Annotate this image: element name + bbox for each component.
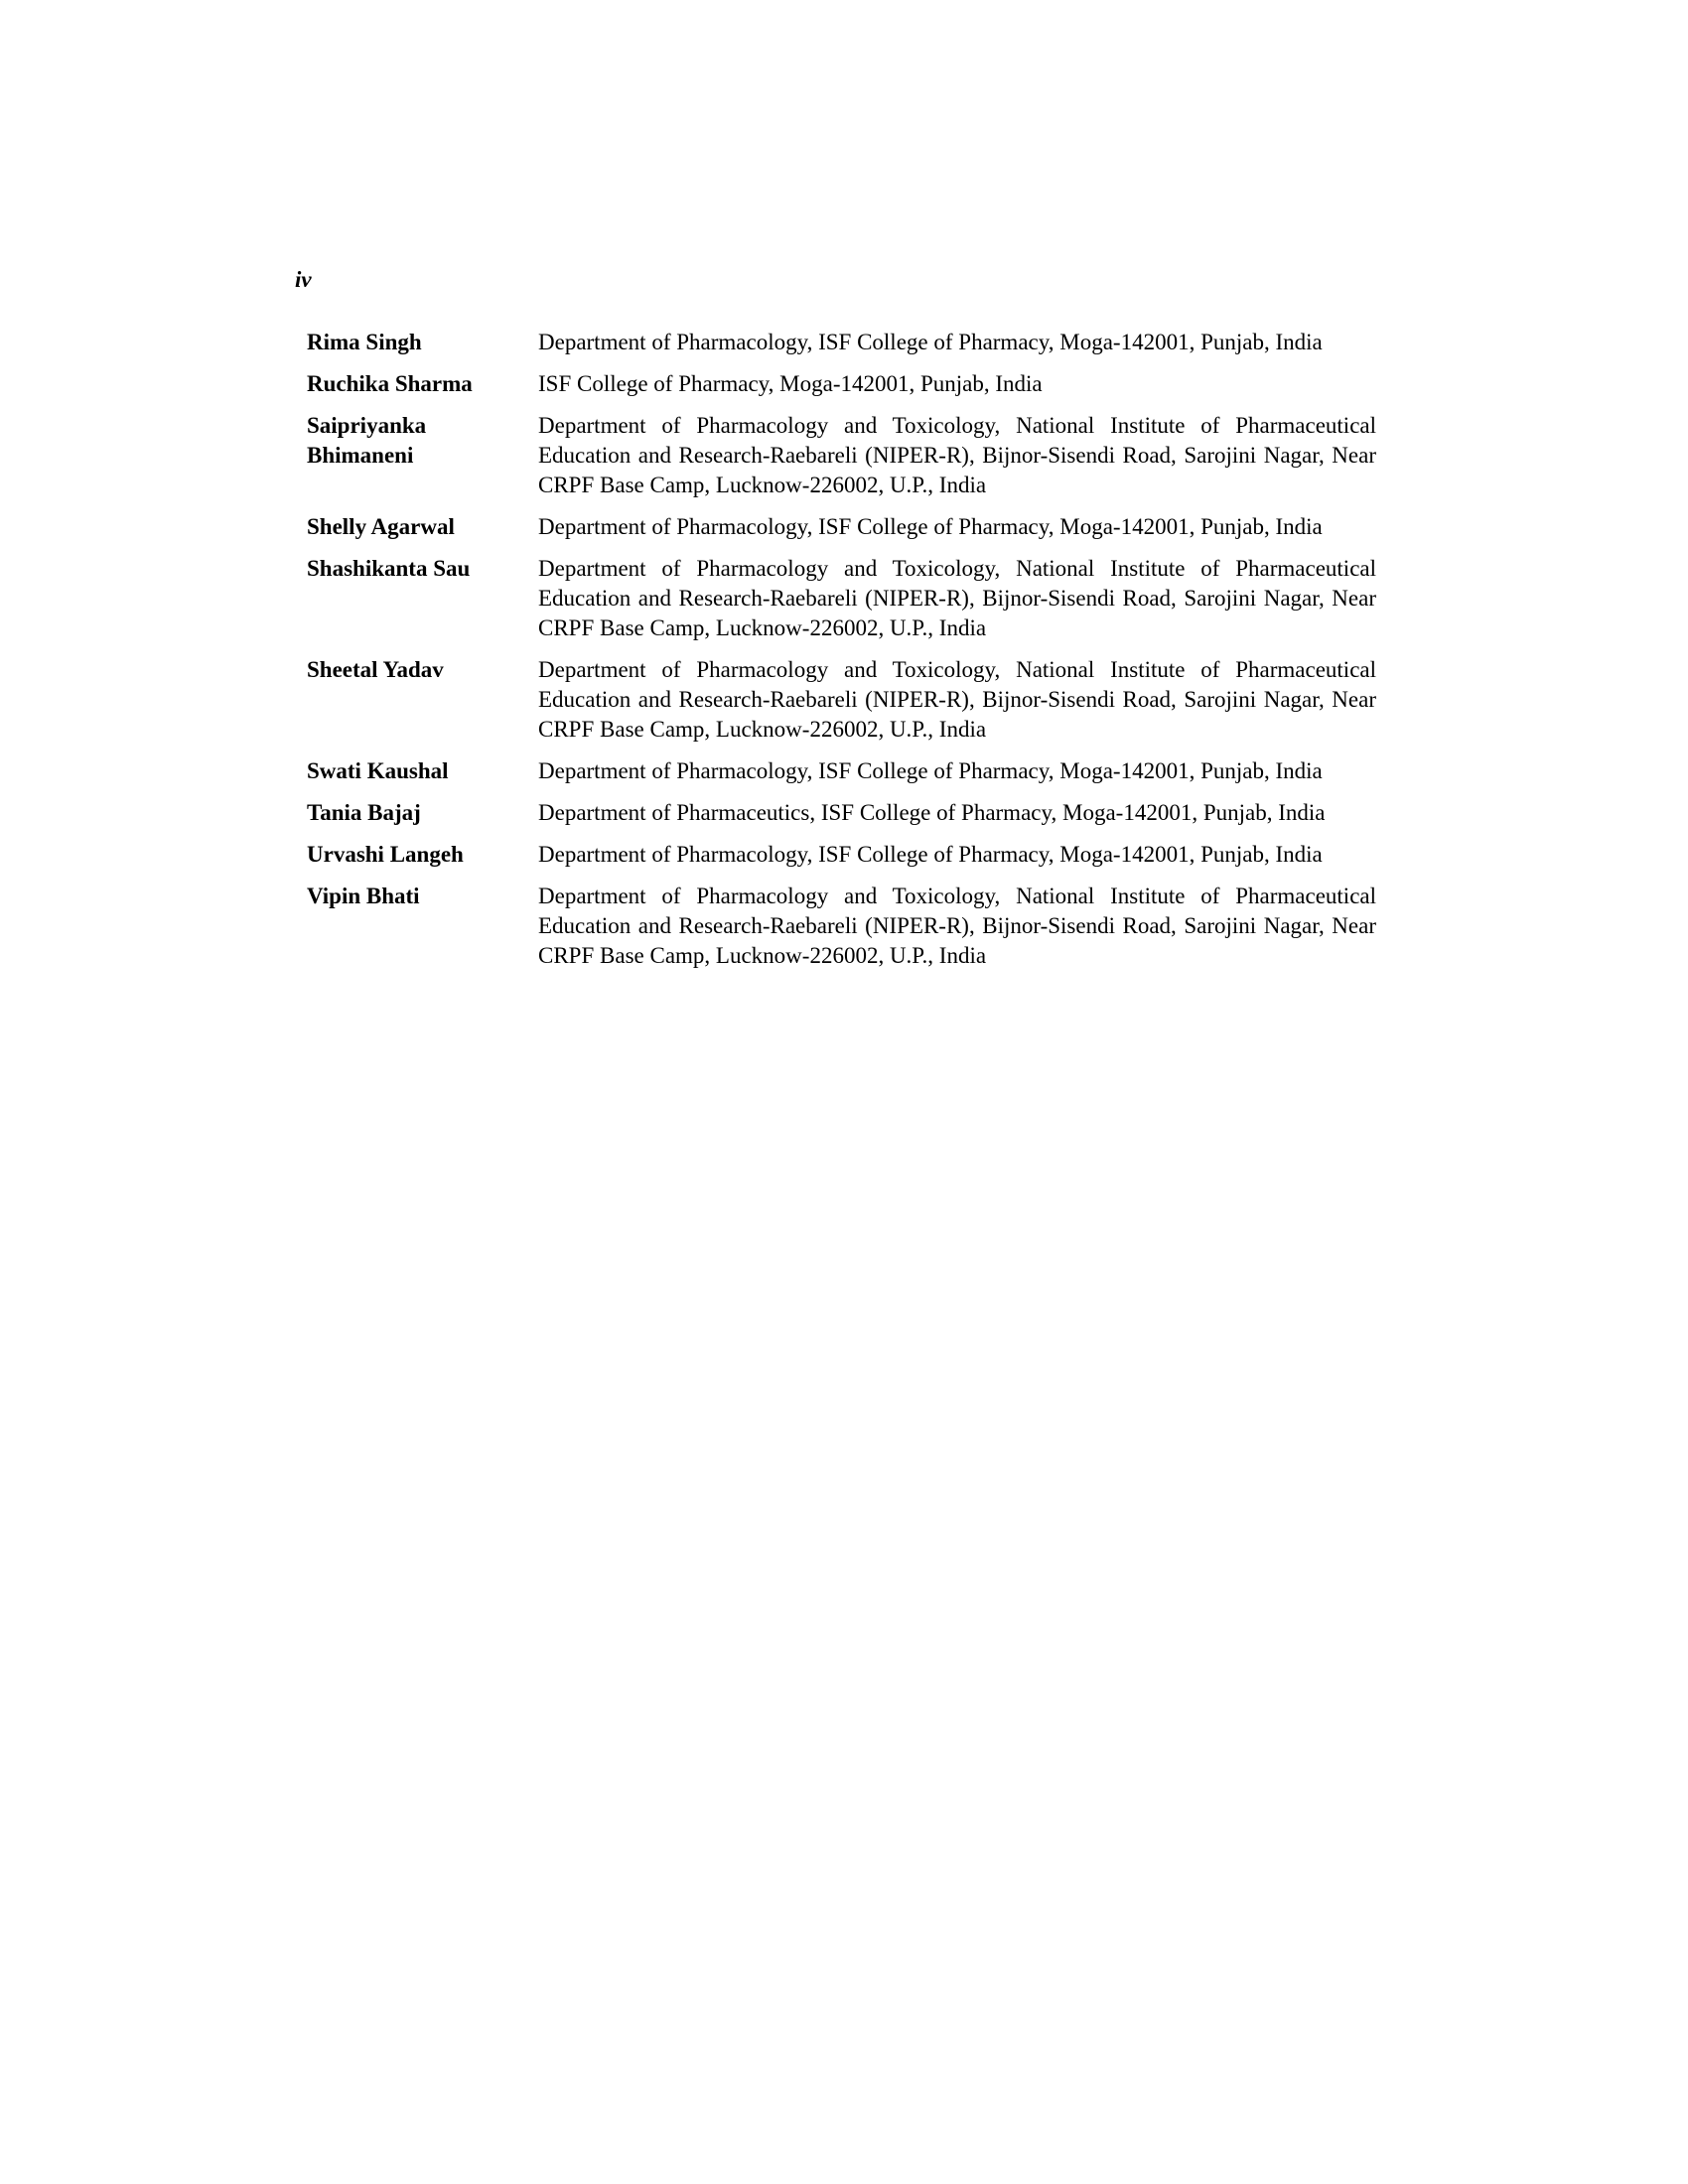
contributor-name: Saipriyanka Bhimaneni xyxy=(307,413,427,468)
contributor-name: Rima Singh xyxy=(307,330,422,354)
contributor-affiliation: Department of Pharmaceutics, ISF College of Pharmacy, Moga-142001, Punjab, India xyxy=(538,800,1326,825)
contributor-list xyxy=(307,328,1376,983)
contributor-row xyxy=(307,655,1376,745)
contributor-row xyxy=(307,328,1376,357)
contributor-row xyxy=(307,512,1376,542)
page-number: iv xyxy=(295,267,312,292)
contributor-name: Swati Kaushal xyxy=(307,758,449,783)
contributor-name: Shashikanta Sau xyxy=(307,556,471,581)
contributor-row xyxy=(307,798,1376,828)
contributor-affiliation: Department of Pharmacology, ISF College of Pharmacy, Moga-142001, Punjab, India xyxy=(538,758,1323,783)
contributor-row xyxy=(307,554,1376,643)
contributor-row xyxy=(307,411,1376,500)
contributor-affiliation: Department of Pharmacology and Toxicology, National Institute of Pharmaceutical Education and Research-Raebareli (NIPER-R), Bijnor-Sisendi Road, Sarojini Nagar, Near CRPF Base Camp, Lucknow-226002, U.P., India xyxy=(538,413,1376,497)
contributor-name: Shelly Agarwal xyxy=(307,514,455,539)
contributor-name: Tania Bajaj xyxy=(307,800,421,825)
contributor-affiliation: ISF College of Pharmacy, Moga-142001, Punjab, India xyxy=(538,371,1043,396)
contributor-row xyxy=(307,756,1376,786)
contributor-row xyxy=(307,882,1376,971)
contributor-affiliation: Department of Pharmacology and Toxicology, National Institute of Pharmaceutical Education and Research-Raebareli (NIPER-R), Bijnor-Sisendi Road, Sarojini Nagar, Near CRPF Base Camp, Lucknow-226002, U.P., India xyxy=(538,884,1376,968)
contributor-row xyxy=(307,840,1376,870)
contributor-affiliation: Department of Pharmacology, ISF College of Pharmacy, Moga-142001, Punjab, India xyxy=(538,842,1323,867)
contributor-affiliation: Department of Pharmacology, ISF College of Pharmacy, Moga-142001, Punjab, India xyxy=(538,330,1323,354)
contributor-affiliation: Department of Pharmacology and Toxicology, National Institute of Pharmaceutical Education and Research-Raebareli (NIPER-R), Bijnor-Sisendi Road, Sarojini Nagar, Near CRPF Base Camp, Lucknow-226002, U.P., India xyxy=(538,657,1376,742)
contributor-name: Ruchika Sharma xyxy=(307,371,473,396)
contributor-name: Urvashi Langeh xyxy=(307,842,464,867)
contributor-affiliation: Department of Pharmacology, ISF College of Pharmacy, Moga-142001, Punjab, India xyxy=(538,514,1323,539)
contributor-name: Sheetal Yadav xyxy=(307,657,444,682)
contributor-row xyxy=(307,369,1376,399)
contributor-name: Vipin Bhati xyxy=(307,884,420,908)
contributor-affiliation: Department of Pharmacology and Toxicology, National Institute of Pharmaceutical Education and Research-Raebareli (NIPER-R), Bijnor-Sisendi Road, Sarojini Nagar, Near CRPF Base Camp, Lucknow-226002, U.P., India xyxy=(538,556,1376,640)
